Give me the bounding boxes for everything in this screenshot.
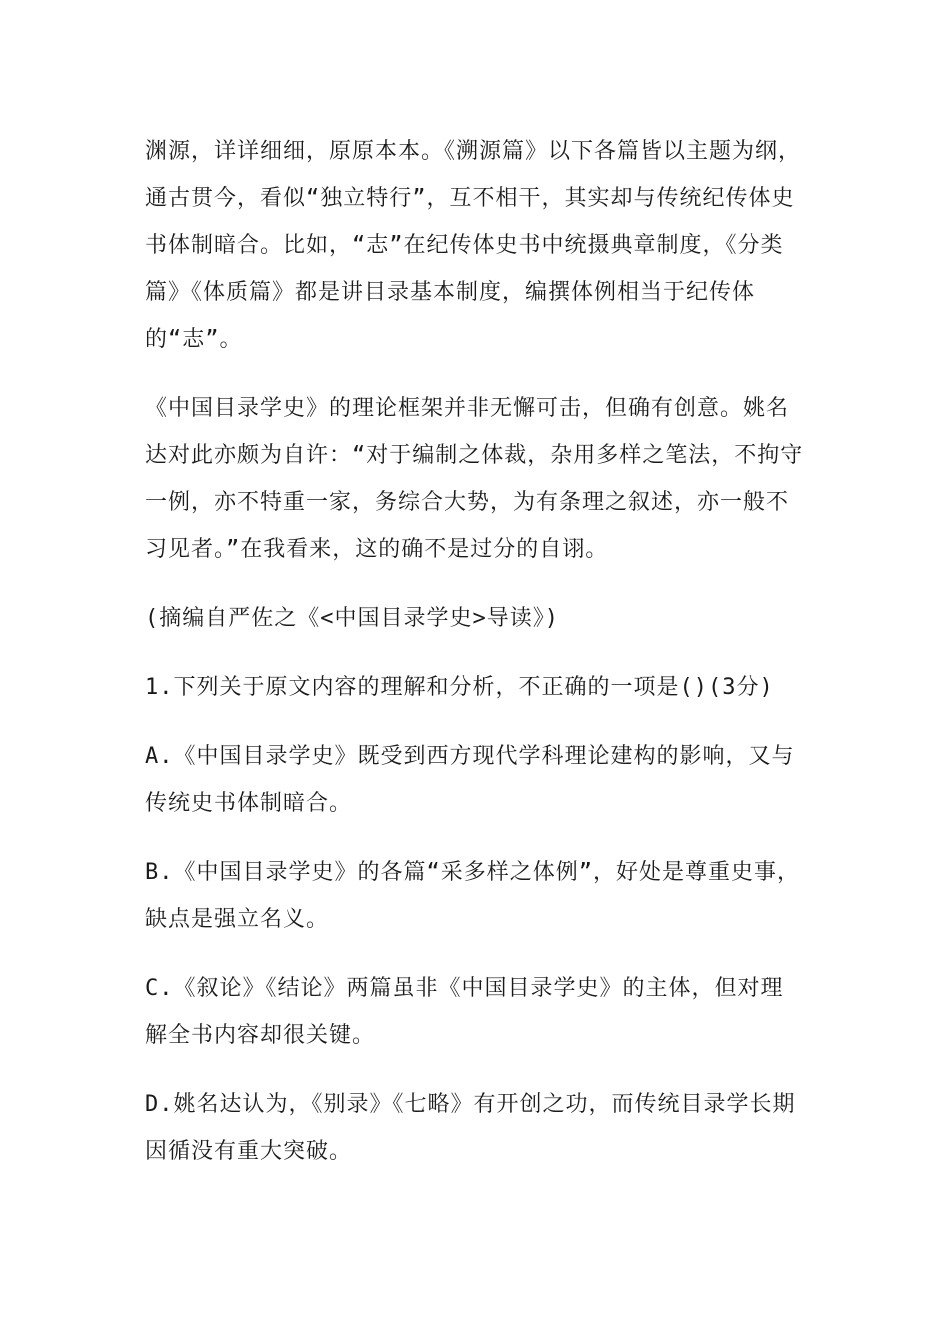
answer-option-c: C.《叙论》《结论》两篇虽非《中国目录学史》的主体，但对理解全书内容却很关键。 — [145, 976, 784, 1048]
body-paragraph: 渊源，详详细细，原原本本。《溯源篇》以下各篇皆以主题为纲，通古贯今，看似“独立特行”，互不相干，其实却与传统纪传体史书体制暗合。比如，“志”在纪传体史书中统摄典章制度，《分类篇》《体质篇》都是讲目录基本制度，编撰体例相当于纪传体的“志”。 — [145, 139, 802, 352]
answer-option-d: D.姚名达认为，《别录》《七略》有开创之功，而传统目录学长期因循没有重大突破。 — [145, 1092, 796, 1164]
document-page — [145, 128, 805, 1175]
source-citation: (摘编自严佐之《<中国目录学史>导读》) — [145, 606, 559, 631]
answer-option-a: A.《中国目录学史》既受到西方现代学科理论建构的影响，又与传统史书体制暗合。 — [145, 744, 795, 816]
question-stem: 1.下列关于原文内容的理解和分析，不正确的一项是()(3分) — [145, 675, 774, 700]
answer-option-b: B.《中国目录学史》的各篇“采多样之体例”，好处是尊重史事，缺点是强立名义。 — [145, 860, 800, 932]
body-paragraph: 《中国目录学史》的理论框架并非无懈可击，但确有创意。姚名达对此亦颇为自许：“对于编制之体裁，杂用多样之笔法，不拘守一例，亦不特重一家，务综合大势，为有条理之叙述，亦一般不习见者。”在我看来，这的确不是过分的自诩。 — [145, 396, 804, 562]
